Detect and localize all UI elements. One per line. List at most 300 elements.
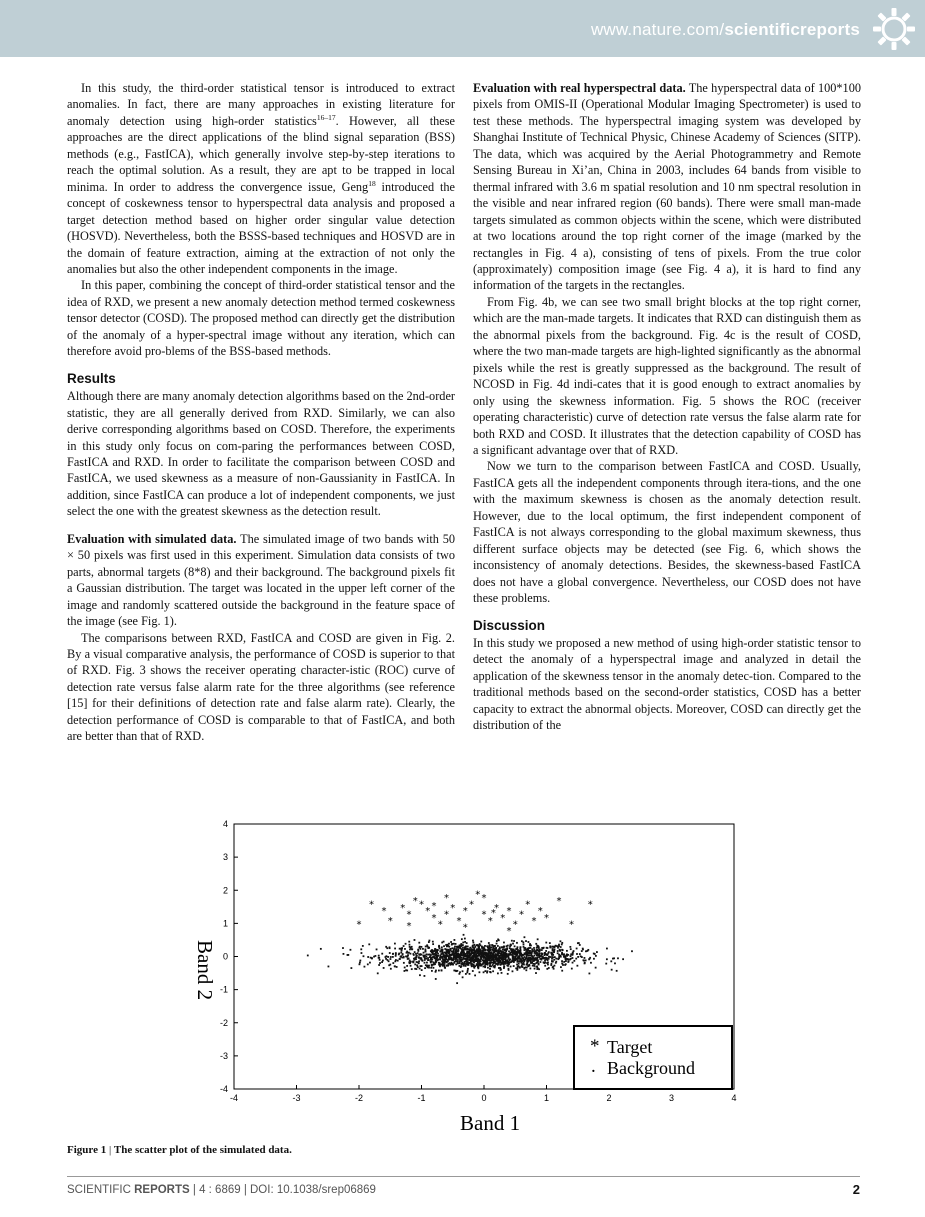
background-point: [506, 945, 508, 947]
background-point: [424, 967, 426, 969]
background-point: [519, 961, 521, 963]
background-point: [410, 965, 412, 967]
background-point: [612, 958, 614, 960]
y-tick-label: 1: [222, 918, 228, 929]
background-point: [473, 966, 475, 968]
background-point: [478, 952, 480, 954]
background-point: [392, 962, 394, 964]
background-point: [544, 965, 546, 967]
background-point: [535, 972, 537, 974]
x-tick-label: 0: [481, 1093, 487, 1103]
background-point: [480, 941, 482, 943]
background-point: [510, 966, 512, 968]
background-point: [438, 962, 440, 964]
background-point: [551, 952, 553, 954]
background-point: [510, 944, 512, 946]
background-point: [417, 966, 419, 968]
background-point: [577, 956, 579, 958]
background-point: [518, 963, 520, 965]
background-point: [526, 954, 528, 956]
background-point: [479, 948, 481, 950]
background-point: [497, 939, 499, 941]
background-point: [446, 953, 448, 955]
target-point: *: [500, 912, 506, 924]
background-point: [497, 945, 499, 947]
target-point: *: [506, 926, 512, 937]
background-point: [435, 948, 437, 950]
background-point: [367, 956, 369, 958]
background-point: [484, 945, 486, 947]
subsection-heading: Evaluation with real hyperspectral data.: [473, 81, 686, 95]
background-point: [471, 951, 473, 953]
target-point: *: [462, 922, 468, 934]
background-point: [388, 964, 390, 966]
background-point: [407, 955, 409, 957]
background-point: [489, 971, 491, 973]
y-tick-label: -2: [219, 1017, 228, 1028]
background-point: [476, 949, 478, 951]
background-point: [486, 959, 488, 961]
background-point: [419, 953, 421, 955]
section-heading-results: Results: [67, 370, 116, 386]
background-point: [533, 949, 535, 951]
background-point: [405, 955, 407, 957]
background-point: [385, 955, 387, 957]
background-point: [488, 950, 490, 952]
background-point: [464, 941, 466, 943]
background-point: [444, 965, 446, 967]
background-point: [462, 944, 464, 946]
background-point: [428, 959, 430, 961]
background-point: [509, 947, 511, 949]
background-point: [572, 952, 574, 954]
background-point: [409, 962, 411, 964]
background-point: [544, 962, 546, 964]
background-point: [547, 964, 549, 966]
background-point: [467, 948, 469, 950]
background-point: [361, 952, 363, 954]
target-point: *: [519, 909, 524, 921]
target-point: *: [437, 919, 443, 931]
background-point: [453, 943, 455, 945]
background-point: [449, 955, 451, 957]
section-heading-discussion: Discussion: [473, 617, 546, 633]
background-point: [565, 960, 567, 962]
background-point: [588, 973, 590, 975]
background-point: [536, 968, 538, 970]
background-point: [419, 958, 421, 960]
scatter-plot: [180, 812, 760, 1134]
background-point: [528, 959, 530, 961]
y-tick-label: 3: [222, 852, 228, 863]
background-point: [462, 963, 464, 965]
background-point: [535, 959, 537, 961]
background-point: [472, 940, 474, 942]
background-point: [388, 960, 390, 962]
background-point: [451, 947, 453, 949]
background-point: [526, 948, 528, 950]
background-point: [581, 956, 583, 958]
background-point: [547, 947, 549, 949]
background-point: [561, 960, 563, 962]
background-point: [414, 968, 416, 970]
background-point: [548, 967, 550, 969]
background-point: [499, 967, 501, 969]
background-point: [584, 957, 586, 959]
background-point: [472, 949, 474, 951]
target-point: *: [481, 892, 487, 904]
background-point: [528, 952, 530, 954]
background-point: [417, 949, 419, 951]
background-point: [499, 948, 501, 950]
background-point: [484, 963, 486, 965]
background-point: [378, 964, 380, 966]
site-url[interactable]: [591, 20, 860, 40]
background-point: [511, 940, 513, 942]
x-tick-label: 3: [668, 1093, 675, 1103]
background-point: [504, 949, 506, 951]
background-point: [464, 961, 466, 963]
background-point: [411, 968, 413, 970]
background-point: [512, 956, 514, 958]
background-point: [536, 953, 538, 955]
journal-header: [0, 0, 925, 57]
background-point: [557, 950, 559, 952]
background-point: [568, 960, 570, 962]
legend-marker-background: .: [591, 1056, 596, 1077]
background-point: [526, 951, 528, 953]
background-point: [470, 947, 472, 949]
paragraph: Evaluation with real hyperspectral data. The hyperspectral data of 100*100 pixels from OMIS-II (Operational Modular Imaging Spectrometer) is used to test these methods. The hyperspectral imaging system was developed by Shanghai Institute of Technical Physic, Chinese Academy of Sciences (SITP). The data, which was acquired by the Aerial Photogrammetry and Remote Sensing Bureau in Xi’an, China in 2003, includes 64 bands from visible to thermal infrared with 3.6 m spatial resolution and 10 nm spectral resolution in the visible and near infrared region (60 bands). There were small man-made targets simulated as common objects within the scene, which were distributed at two locations around the top right corner of the image (marked by the rectangles in Fig. 4 a), consisting of tens of pixels. From the true color (approximately) composition image (see Fig. 4 a), it is hard to find any information of the targets in the rectangles.: [473, 81, 861, 293]
background-point: [468, 962, 470, 964]
background-point: [450, 941, 452, 943]
background-point: [459, 971, 461, 973]
background-point: [414, 939, 416, 941]
background-point: [477, 967, 479, 969]
background-point: [476, 944, 478, 946]
background-point: [464, 963, 466, 965]
background-point: [342, 947, 344, 949]
background-point: [534, 952, 536, 954]
background-point: [418, 942, 420, 944]
background-point: [397, 960, 399, 962]
background-point: [571, 968, 573, 970]
background-point: [561, 952, 563, 954]
background-point: [462, 970, 464, 972]
background-point: [423, 952, 425, 954]
background-point: [418, 962, 420, 964]
background-point: [509, 958, 511, 960]
background-point: [460, 947, 462, 949]
background-point: [505, 960, 507, 962]
background-point: [576, 948, 578, 950]
background-point: [552, 966, 554, 968]
background-point: [485, 949, 487, 951]
background-point: [522, 941, 524, 943]
background-point: [466, 942, 468, 944]
background-point: [487, 947, 489, 949]
background-point: [504, 958, 506, 960]
background-point: [489, 944, 491, 946]
background-point: [461, 959, 463, 961]
background-point: [556, 945, 558, 947]
y-tick-label: -4: [219, 1084, 228, 1094]
background-point: [554, 948, 556, 950]
background-point: [521, 956, 523, 958]
background-point: [501, 947, 503, 949]
background-point: [367, 963, 369, 965]
target-point: *: [369, 899, 374, 911]
background-point: [447, 960, 449, 962]
background-point: [459, 944, 461, 946]
background-point: [528, 957, 530, 959]
background-point: [582, 949, 584, 951]
background-point: [503, 962, 505, 964]
background-point: [463, 952, 465, 954]
background-point: [405, 943, 407, 945]
background-point: [455, 948, 457, 950]
background-point: [530, 962, 532, 964]
target-point: *: [400, 902, 406, 914]
background-point: [414, 951, 416, 953]
paragraph: The comparisons between RXD, FastICA and COSD are given in Fig. 2. By a visual comparative analysis, the performance of COSD is superior to that of RXD. Fig. 3 shows the receiver operating character-istic (ROC) curve of detection rate versus false alarm rate for the three algorithms (see reference [15] for their definitions of detection rate and false alarm rate). Clearly, the detection performance of COSD is comparable to that of FastICA, and both are better than that of RXD.: [67, 630, 455, 744]
background-point: [463, 934, 465, 936]
left-column: [67, 80, 455, 745]
background-point: [408, 958, 410, 960]
background-point: [406, 970, 408, 972]
background-point: [427, 954, 429, 956]
background-point: [410, 947, 412, 949]
background-point: [520, 946, 522, 948]
background-point: [551, 954, 553, 956]
page-number: 2: [852, 1182, 860, 1197]
background-point: [545, 950, 547, 952]
background-point: [500, 964, 502, 966]
footer-divider: [67, 1176, 860, 1177]
background-point: [525, 969, 527, 971]
target-point: *: [469, 899, 474, 911]
background-point: [516, 964, 518, 966]
legend-marker-target: *: [590, 1036, 600, 1057]
background-point: [558, 954, 560, 956]
reference-superscript[interactable]: 18: [368, 178, 376, 188]
reference-superscript[interactable]: 16–17: [316, 112, 336, 122]
background-point: [446, 945, 448, 947]
background-point: [471, 965, 473, 967]
background-point: [404, 967, 406, 969]
background-point: [472, 942, 474, 944]
background-point: [545, 942, 547, 944]
background-point: [531, 958, 533, 960]
background-point: [576, 965, 578, 967]
background-point: [539, 956, 541, 958]
background-point: [477, 964, 479, 966]
background-point: [487, 970, 489, 972]
background-point: [359, 963, 361, 965]
background-point: [519, 948, 521, 950]
background-point: [508, 969, 510, 971]
background-point: [377, 972, 379, 974]
background-point: [409, 944, 411, 946]
background-point: [452, 953, 454, 955]
background-point: [320, 948, 322, 950]
background-point: [430, 962, 432, 964]
target-point: *: [544, 912, 549, 924]
background-point: [404, 948, 406, 950]
background-point: [534, 965, 536, 967]
background-point: [413, 961, 415, 963]
x-tick-label: -4: [229, 1093, 239, 1103]
background-point: [387, 956, 389, 958]
background-point: [426, 944, 428, 946]
background-point: [503, 966, 505, 968]
background-point: [448, 963, 450, 965]
background-point: [424, 955, 426, 957]
y-tick-label: 2: [222, 885, 228, 896]
background-point: [431, 949, 433, 951]
background-point: [362, 945, 364, 947]
background-point: [441, 953, 443, 955]
background-point: [523, 943, 525, 945]
background-point: [464, 948, 466, 950]
background-point: [570, 955, 572, 957]
background-point: [451, 944, 453, 946]
background-point: [484, 965, 486, 967]
background-point: [528, 941, 530, 943]
background-point: [435, 971, 437, 973]
background-point: [409, 960, 411, 962]
background-point: [483, 947, 485, 949]
background-point: [488, 956, 490, 958]
background-point: [579, 953, 581, 955]
background-point: [406, 951, 408, 953]
url-suffix: scientificreports: [724, 20, 860, 39]
url-prefix: www.nature.com/: [590, 20, 725, 39]
background-point: [575, 958, 577, 960]
background-point: [522, 966, 524, 968]
background-point: [467, 946, 469, 948]
background-point: [418, 947, 420, 949]
background-point: [435, 953, 437, 955]
background-point: [528, 964, 530, 966]
background-point: [492, 955, 494, 957]
background-point: [577, 942, 579, 944]
background-point: [513, 940, 515, 942]
background-point: [482, 950, 484, 952]
background-point: [471, 955, 473, 957]
background-point: [512, 953, 514, 955]
background-point: [522, 954, 524, 956]
target-point: *: [506, 906, 512, 918]
background-point: [441, 946, 443, 948]
target-point: *: [431, 901, 437, 913]
background-point: [385, 946, 387, 948]
background-point: [589, 957, 591, 959]
legend-label-background: Background: [607, 1058, 695, 1078]
background-point: [482, 952, 484, 954]
background-point: [427, 957, 429, 959]
target-point: *: [481, 909, 487, 921]
background-point: [522, 963, 524, 965]
background-point: [459, 962, 461, 964]
background-point: [431, 970, 433, 972]
background-point: [462, 947, 464, 949]
background-point: [438, 964, 440, 966]
x-tick-label: -1: [417, 1093, 426, 1103]
target-point: *: [556, 896, 562, 908]
target-point: *: [425, 906, 431, 918]
background-point: [483, 971, 485, 973]
target-point: *: [456, 916, 462, 928]
background-point: [444, 963, 446, 965]
background-point: [569, 959, 571, 961]
background-point: [610, 960, 612, 962]
background-point: [360, 948, 362, 950]
background-point: [487, 967, 489, 969]
background-point: [518, 956, 520, 958]
background-point: [518, 950, 520, 952]
background-point: [506, 947, 508, 949]
background-point: [539, 950, 541, 952]
background-point: [417, 952, 419, 954]
background-point: [468, 952, 470, 954]
background-point: [378, 957, 380, 959]
background-point: [424, 975, 426, 977]
background-point: [617, 957, 619, 959]
background-point: [461, 938, 463, 940]
background-point: [500, 954, 502, 956]
background-point: [394, 948, 396, 950]
background-point: [572, 957, 574, 959]
background-point: [403, 962, 405, 964]
background-point: [451, 963, 453, 965]
background-point: [449, 949, 451, 951]
background-point: [414, 964, 416, 966]
background-point: [503, 956, 505, 958]
background-point: [536, 945, 538, 947]
background-point: [421, 969, 423, 971]
background-point: [454, 939, 456, 941]
target-point: *: [537, 906, 543, 918]
background-point: [540, 961, 542, 963]
x-tick-label: -2: [354, 1093, 364, 1103]
background-point: [465, 958, 467, 960]
background-point: [496, 940, 498, 942]
background-point: [492, 953, 494, 955]
background-point: [398, 953, 400, 955]
background-point: [522, 958, 524, 960]
background-point: [504, 963, 506, 965]
background-point: [514, 951, 516, 953]
background-point: [516, 955, 518, 957]
background-point: [485, 954, 487, 956]
background-point: [576, 953, 578, 955]
background-point: [489, 960, 491, 962]
background-point: [548, 958, 550, 960]
background-point: [471, 960, 473, 962]
background-point: [492, 964, 494, 966]
background-point: [488, 952, 490, 954]
background-point: [500, 969, 502, 971]
background-point: [455, 943, 457, 945]
figure-caption-text: The scatter plot of the simulated data.: [113, 1144, 292, 1156]
background-point: [445, 955, 447, 957]
background-point: [464, 938, 466, 940]
paragraph: In this study we proposed a new method of using high-order statistic tensor to detect the anomaly of a hyperspectral image and analyzed in detail the application of the skewness tensor in the anomaly detec-tion. Compared to the traditional methods based on the second-order statistics, COSD has a better capacity to extract the abnormal objects. Moreover, COSD can directly get the distribution of the: [473, 635, 861, 733]
background-point: [422, 948, 424, 950]
background-point: [456, 970, 458, 972]
background-point: [491, 958, 493, 960]
